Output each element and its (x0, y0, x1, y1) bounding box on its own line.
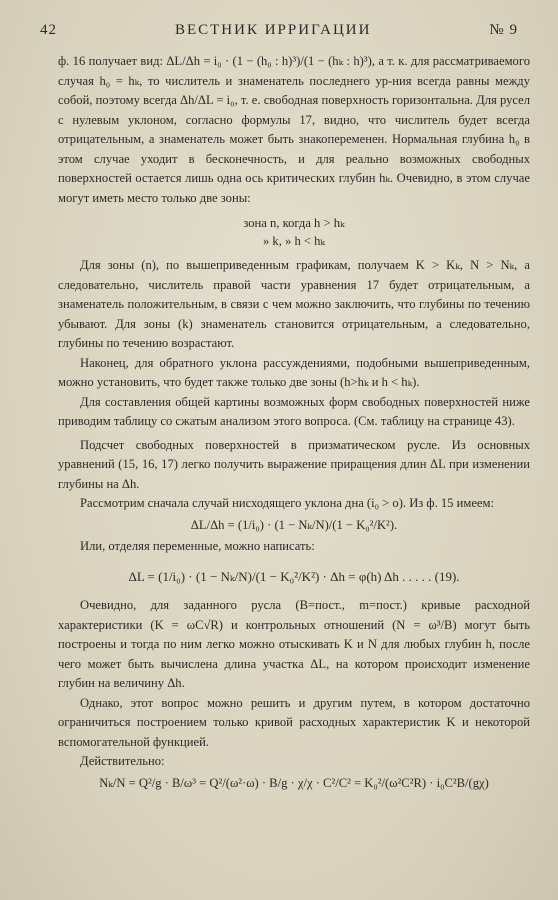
paragraph-free-surfaces: Подсчет свободных поверхностей в призматическом русле. Из основных уравнений (15, 16, 17) легко получить выражение приращения длин ΔL при изменении глубины на Δh. (58, 437, 530, 491)
equation-final: Nₖ/N = Q²/g · B/ω³ = Q²/(ω²·ω) · B/g · χ/χ · C²/C² = K₀²/(ω²C²R) · i₀C²B/(gχ) (99, 775, 489, 790)
paragraph-separate-variables: Или, отделяя переменные, можно написать: (80, 539, 315, 553)
zones-block (58, 214, 530, 250)
zone-k-line: » k, » h < hₖ (262, 234, 326, 248)
paragraph-1: ф. 16 получает вид: ΔL/Δh = i₀ · (1 − (h₀ : h)³)/(1 − (hₖ : h)³), а т. к. для рассматриваемого случая h₀ = hₖ, то числитель и знаменатель последнего ур-ния всегда равны между собой, поэтому всегда Δh/ΔL = i₀, т. е. свободная поверхность горизонтальна. Для русел с нулевым уклоном, согласно формулы 17, видно, что числитель будет всегда отрицательным, а знаменатель может быть знакопеременен. Нормальная глубина h₀ в этом случае уходит в бесконечность, и для реально возможных свободных поверхностей остается лишь одна ось критических глубин hₖ. Очевидно, в этом случае могут иметь место только две зоны: (58, 54, 530, 205)
paragraph-curves: Очевидно, для заданного русла (B=пост., m=пост.) кривые расходной характеристики (K = ωC√R) и контрольных отношений (N = ω³/B) могут быть построены и тогда по ним легко можно отыскивать K и N для любых глубин h, после чего может быть вычислена длина участка ΔL, на котором происходит изменение глубин на величину Δh. (58, 598, 530, 690)
paragraph-zone-n: Для зоны (n), по вышеприведенным графикам, получаем K > Kₖ, N > Nₖ, а следовательно, числитель правой части уравнения 17 будет отрицательным, а знаменатель положительным, в связи с чем можно заключить, что глубины по течению убывают. Для зоны (k) знаменатель становится отрицательным, а следовательно, глубины по течению возрастают. (58, 258, 530, 350)
equation-15: ΔL/Δh = (1/i₀) · (1 − Nₖ/N)/(1 − K₀²/K²). (190, 517, 398, 532)
paragraph-descending-slope: Рассмотрим сначала случай нисходящего уклона дна (i₀ > o). Из ф. 15 имеем: (80, 496, 494, 510)
issue-number: № 9 (489, 22, 518, 38)
paragraph-table-ref: Для составления общей картины возможных форм свободных поверхностей ниже приводим таблицу со сжатым анализом этого вопроса. (См. таблицу на странице 43). (58, 394, 530, 428)
journal-title: ВЕСТНИК ИРРИГАЦИИ (174, 22, 372, 38)
page-number: 42 (40, 22, 57, 38)
article-body (58, 52, 530, 795)
paragraph-reverse-slope: Наконец, для обратного уклона рассуждениями, подобными вышеприведенным, можно установить, что будет также только две зоны (h>hₖ и h < hₖ). (58, 355, 530, 389)
paragraph-indeed: Действительно: (80, 754, 165, 768)
zone-n-line: зона n, когда h > hₖ (243, 216, 345, 230)
equation-19: ΔL = (1/i₀) · (1 − Nₖ/N)/(1 − K₀²/K²) · Δh = φ(h) Δh . . . . . (19). (128, 568, 460, 584)
page-header (40, 22, 518, 39)
paragraph-another-way: Однако, этот вопрос можно решить и другим путем, в котором достаточно ограничиться построением только кривой расходных характеристик K и некоторой вспомогательной функцией. (58, 695, 530, 749)
